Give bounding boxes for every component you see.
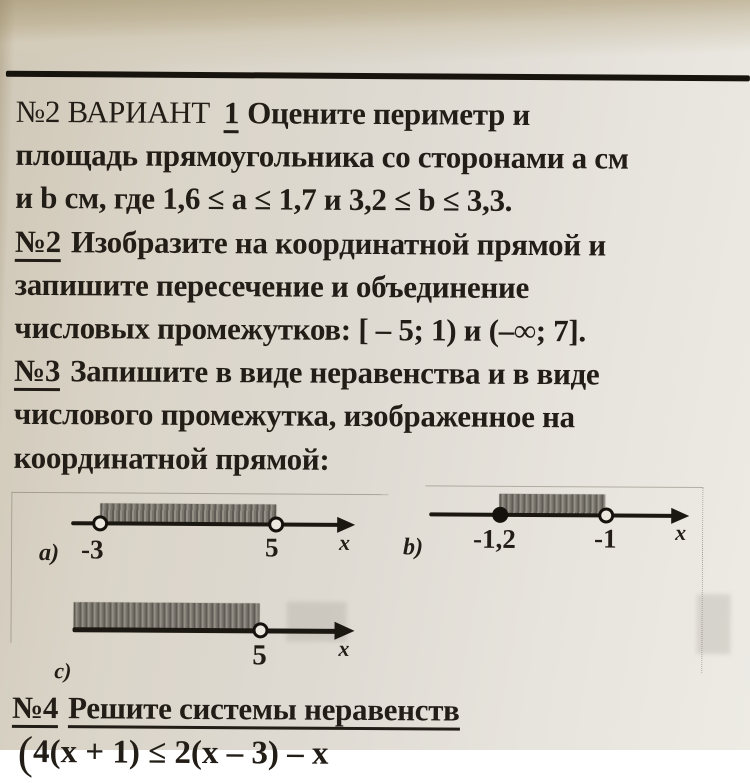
inequality-text: 4(x + 1) ≤ 2(x – 3) – x <box>32 733 329 772</box>
shaded-interval-a <box>100 503 276 523</box>
open-endpoint-icon <box>598 507 614 523</box>
problem1-line3: и b см, где 1,6 ≤ а ≤ 1,7 и 3,2 ≤ b ≤ 3,3. <box>15 180 513 219</box>
problem2-line3: числовых промежутков: [ – 5; 1) и (–∞; 7]. <box>14 309 587 349</box>
diagram-b-label: b) <box>402 534 424 561</box>
problem3-line3: координатной прямой: <box>13 439 330 477</box>
shaded-interval-c <box>74 602 260 629</box>
problem2-text: Изобразите на координатной прямой и <box>70 223 606 263</box>
diagram-c-label: c) <box>54 658 72 684</box>
problem2-line1 <box>15 219 739 267</box>
problem4-label: №4 <box>12 690 58 728</box>
a-right-value: 5 <box>264 532 279 563</box>
diagram-a-label: а) <box>38 540 60 567</box>
problem3-label: №3 <box>14 353 60 391</box>
variant-label: №2 ВАРИАНТ <box>15 93 211 131</box>
c-right-value: 5 <box>252 639 267 672</box>
b-right-value: -1 <box>593 523 617 554</box>
task1-text: Оцените периметр и <box>247 95 531 132</box>
problem3-text: Запишите в виде неравенства и в виде <box>70 353 600 392</box>
top-divider-rule <box>6 71 750 82</box>
problem4-equation <box>18 726 329 781</box>
a-axis-label: x <box>338 529 351 555</box>
c-axis-label: x <box>338 635 350 661</box>
b-left-value: -1,2 <box>472 523 516 554</box>
problem1-line1 <box>16 90 740 138</box>
problem4-title: Решите системы неравенств <box>68 690 460 730</box>
problem1-line2: площадь прямоугольника со сторонами а см <box>15 137 629 176</box>
problem3-line2: числового промежутка, изображенное на <box>13 396 575 435</box>
shaded-interval-b <box>499 494 605 515</box>
problems-text <box>13 90 739 483</box>
problem2-line2: запишите пересечение и объединение <box>14 266 530 305</box>
b-axis-label: x <box>675 519 687 545</box>
bleed-through-smudge <box>696 594 730 654</box>
problem3-line1 <box>14 349 738 397</box>
system-brace: ( <box>17 726 34 778</box>
open-endpoint-icon <box>92 515 108 531</box>
open-endpoint-icon <box>252 622 268 638</box>
task1-number: 1 <box>224 95 239 133</box>
a-left-value: -3 <box>80 534 104 565</box>
problem4-title-line <box>12 690 460 729</box>
open-endpoint-icon <box>268 516 284 532</box>
problem2-label: №2 <box>15 223 61 261</box>
closed-endpoint-icon <box>492 507 508 523</box>
